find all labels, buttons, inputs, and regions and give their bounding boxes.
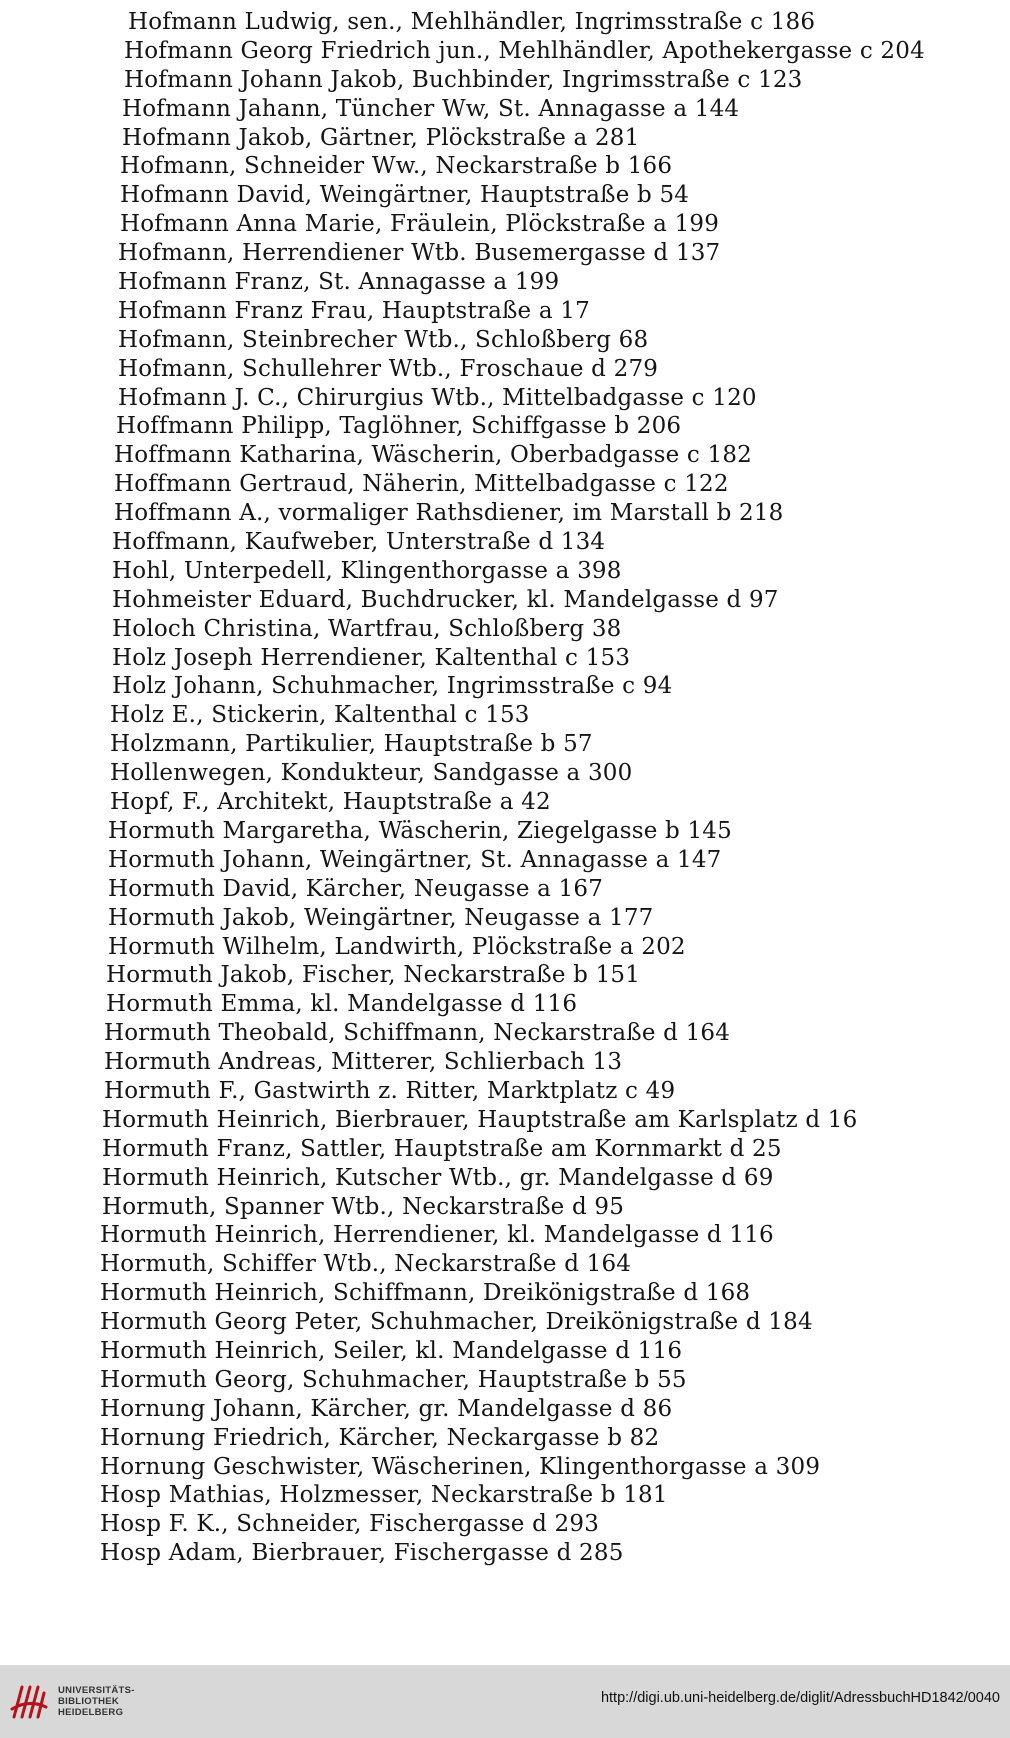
- address-entry: Hofmann Franz, St. Annagasse a 199: [118, 269, 560, 296]
- address-entry: Hormuth Emma, kl. Mandelgasse d 116: [106, 991, 578, 1018]
- footer-bar: [0, 1665, 1010, 1738]
- address-entry: Hormuth, Schiffer Wtb., Neckarstraße d 164: [100, 1251, 632, 1278]
- address-entry: Hohmeister Eduard, Buchdrucker, kl. Mandelgasse d 97: [112, 586, 779, 613]
- address-entry: Hormuth F., Gastwirth z. Ritter, Marktplatz c 49: [104, 1077, 676, 1104]
- address-entry: Hoffmann A., vormaliger Rathsdiener, im Marstall b 218: [114, 500, 784, 527]
- source-url[interactable]: http://digi.ub.uni-heidelberg.de/diglit/AdressbuchHD1842/0040: [600, 1690, 1000, 1706]
- address-entry: Hormuth Jakob, Fischer, Neckarstraße b 151: [106, 962, 641, 989]
- address-entry: Hohl, Unterpedell, Klingenthorgasse a 398: [112, 557, 622, 584]
- address-entry: Hormuth Margaretha, Wäscherin, Ziegelgasse b 145: [108, 817, 732, 844]
- address-entry: Hoffmann, Kaufweber, Unterstraße d 134: [112, 529, 606, 556]
- library-name-line1: UNIVERSITÄTS-: [58, 1685, 135, 1696]
- address-entry: Hormuth Franz, Sattler, Hauptstraße am Kornmarkt d 25: [102, 1135, 782, 1162]
- address-entry: Hormuth Heinrich, Kutscher Wtb., gr. Mandelgasse d 69: [102, 1164, 774, 1191]
- address-entry: Hormuth Heinrich, Schiffmann, Dreikönigstraße d 168: [100, 1280, 751, 1307]
- address-entry: Hornung Johann, Kärcher, gr. Mandelgasse d 86: [100, 1395, 673, 1422]
- address-entry: Hofmann, Schneider Ww., Neckarstraße b 166: [120, 153, 673, 180]
- address-entry: Hopf, F., Architekt, Hauptstraße a 42: [110, 789, 551, 816]
- address-entry: Hosp Mathias, Holzmesser, Neckarstraße b 181: [100, 1482, 668, 1509]
- address-entry: Holz E., Stickerin, Kaltenthal c 153: [110, 702, 530, 729]
- address-entry: Hormuth Heinrich, Bierbrauer, Hauptstraße am Karlsplatz d 16: [102, 1106, 858, 1133]
- address-entry: Hornung Geschwister, Wäscherinen, Klingenthorgasse a 309: [100, 1453, 821, 1480]
- address-entry: Hofmann, Schullehrer Wtb., Froschaue d 279: [118, 355, 659, 382]
- address-entries-list: [0, 8, 1010, 1568]
- address-entry: Hormuth Georg Peter, Schuhmacher, Dreikönigstraße d 184: [100, 1309, 813, 1336]
- address-entry: Hofmann Johann Jakob, Buchbinder, Ingrimsstraße c 123: [124, 66, 803, 93]
- address-entry: Hormuth Johann, Weingärtner, St. Annagasse a 147: [108, 846, 722, 873]
- library-name-line3: HEIDELBERG: [58, 1707, 124, 1718]
- address-entry: Holzmann, Partikulier, Hauptstraße b 57: [110, 731, 593, 758]
- address-entry: Hormuth Wilhelm, Landwirth, Plöckstraße a 202: [108, 933, 686, 960]
- address-entry: Hornung Friedrich, Kärcher, Neckargasse b 82: [100, 1424, 660, 1451]
- address-entry: Hormuth, Spanner Wtb., Neckarstraße d 95: [102, 1193, 625, 1220]
- address-entry: Hoffmann Gertraud, Näherin, Mittelbadgasse c 122: [114, 471, 729, 498]
- address-entry: Hoffmann Katharina, Wäscherin, Oberbadgasse c 182: [114, 442, 752, 469]
- address-entry: Hofmann Ludwig, sen., Mehlhändler, Ingrimsstraße c 186: [128, 9, 816, 35]
- address-entry: Hosp F. K., Schneider, Fischergasse d 293: [100, 1511, 600, 1538]
- address-entry: Hofmann Anna Marie, Fräulein, Plöckstraße a 199: [120, 211, 720, 238]
- address-entry: Hofmann Franz Frau, Hauptstraße a 17: [118, 297, 590, 324]
- address-entry: Hofmann J. C., Chirurgius Wtb., Mittelbadgasse c 120: [118, 384, 757, 411]
- address-entry: Hollenwegen, Kondukteur, Sandgasse a 300: [110, 760, 633, 787]
- address-entry: Hofmann David, Weingärtner, Hauptstraße b 54: [120, 182, 690, 209]
- address-entry: Hormuth Jakob, Weingärtner, Neugasse a 177: [108, 904, 654, 931]
- address-entry: Holz Johann, Schuhmacher, Ingrimsstraße c 94: [112, 673, 673, 700]
- address-entry: Holoch Christina, Wartfrau, Schloßberg 38: [112, 615, 622, 642]
- library-name: [58, 1685, 135, 1718]
- address-entry: Holz Joseph Herrendiener, Kaltenthal c 153: [112, 644, 631, 671]
- address-entry: Hosp Adam, Bierbrauer, Fischergasse d 285: [100, 1540, 624, 1567]
- address-entry: Hofmann Jahann, Tüncher Ww, St. Annagasse a 144: [122, 95, 740, 122]
- address-entry: Hormuth Heinrich, Herrendiener, kl. Mandelgasse d 116: [100, 1222, 774, 1249]
- address-entry: Hofmann Georg Friedrich jun., Mehlhändler, Apothekergasse c 204: [124, 37, 925, 64]
- address-entry: Hormuth Theobald, Schiffmann, Neckarstraße d 164: [104, 1020, 731, 1047]
- address-entry: Hormuth Heinrich, Seiler, kl. Mandelgasse d 116: [100, 1337, 683, 1364]
- address-entry: Hofmann, Steinbrecher Wtb., Schloßberg 68: [118, 326, 649, 353]
- address-entry: Hofmann Jakob, Gärtner, Plöckstraße a 281: [122, 124, 640, 151]
- university-library-logo-icon: [8, 1679, 50, 1723]
- address-entry: Hofmann, Herrendiener Wtb. Busemergasse d 137: [118, 240, 721, 267]
- library-name-line2: BIBLIOTHEK: [58, 1696, 120, 1707]
- address-entry: Hormuth Georg, Schuhmacher, Hauptstraße b 55: [100, 1366, 687, 1393]
- address-entry: Hormuth David, Kärcher, Neugasse a 167: [108, 875, 604, 902]
- address-entry: Hoffmann Philipp, Taglöhner, Schiffgasse b 206: [116, 413, 682, 440]
- address-entry: Hormuth Andreas, Mitterer, Schlierbach 13: [104, 1049, 623, 1076]
